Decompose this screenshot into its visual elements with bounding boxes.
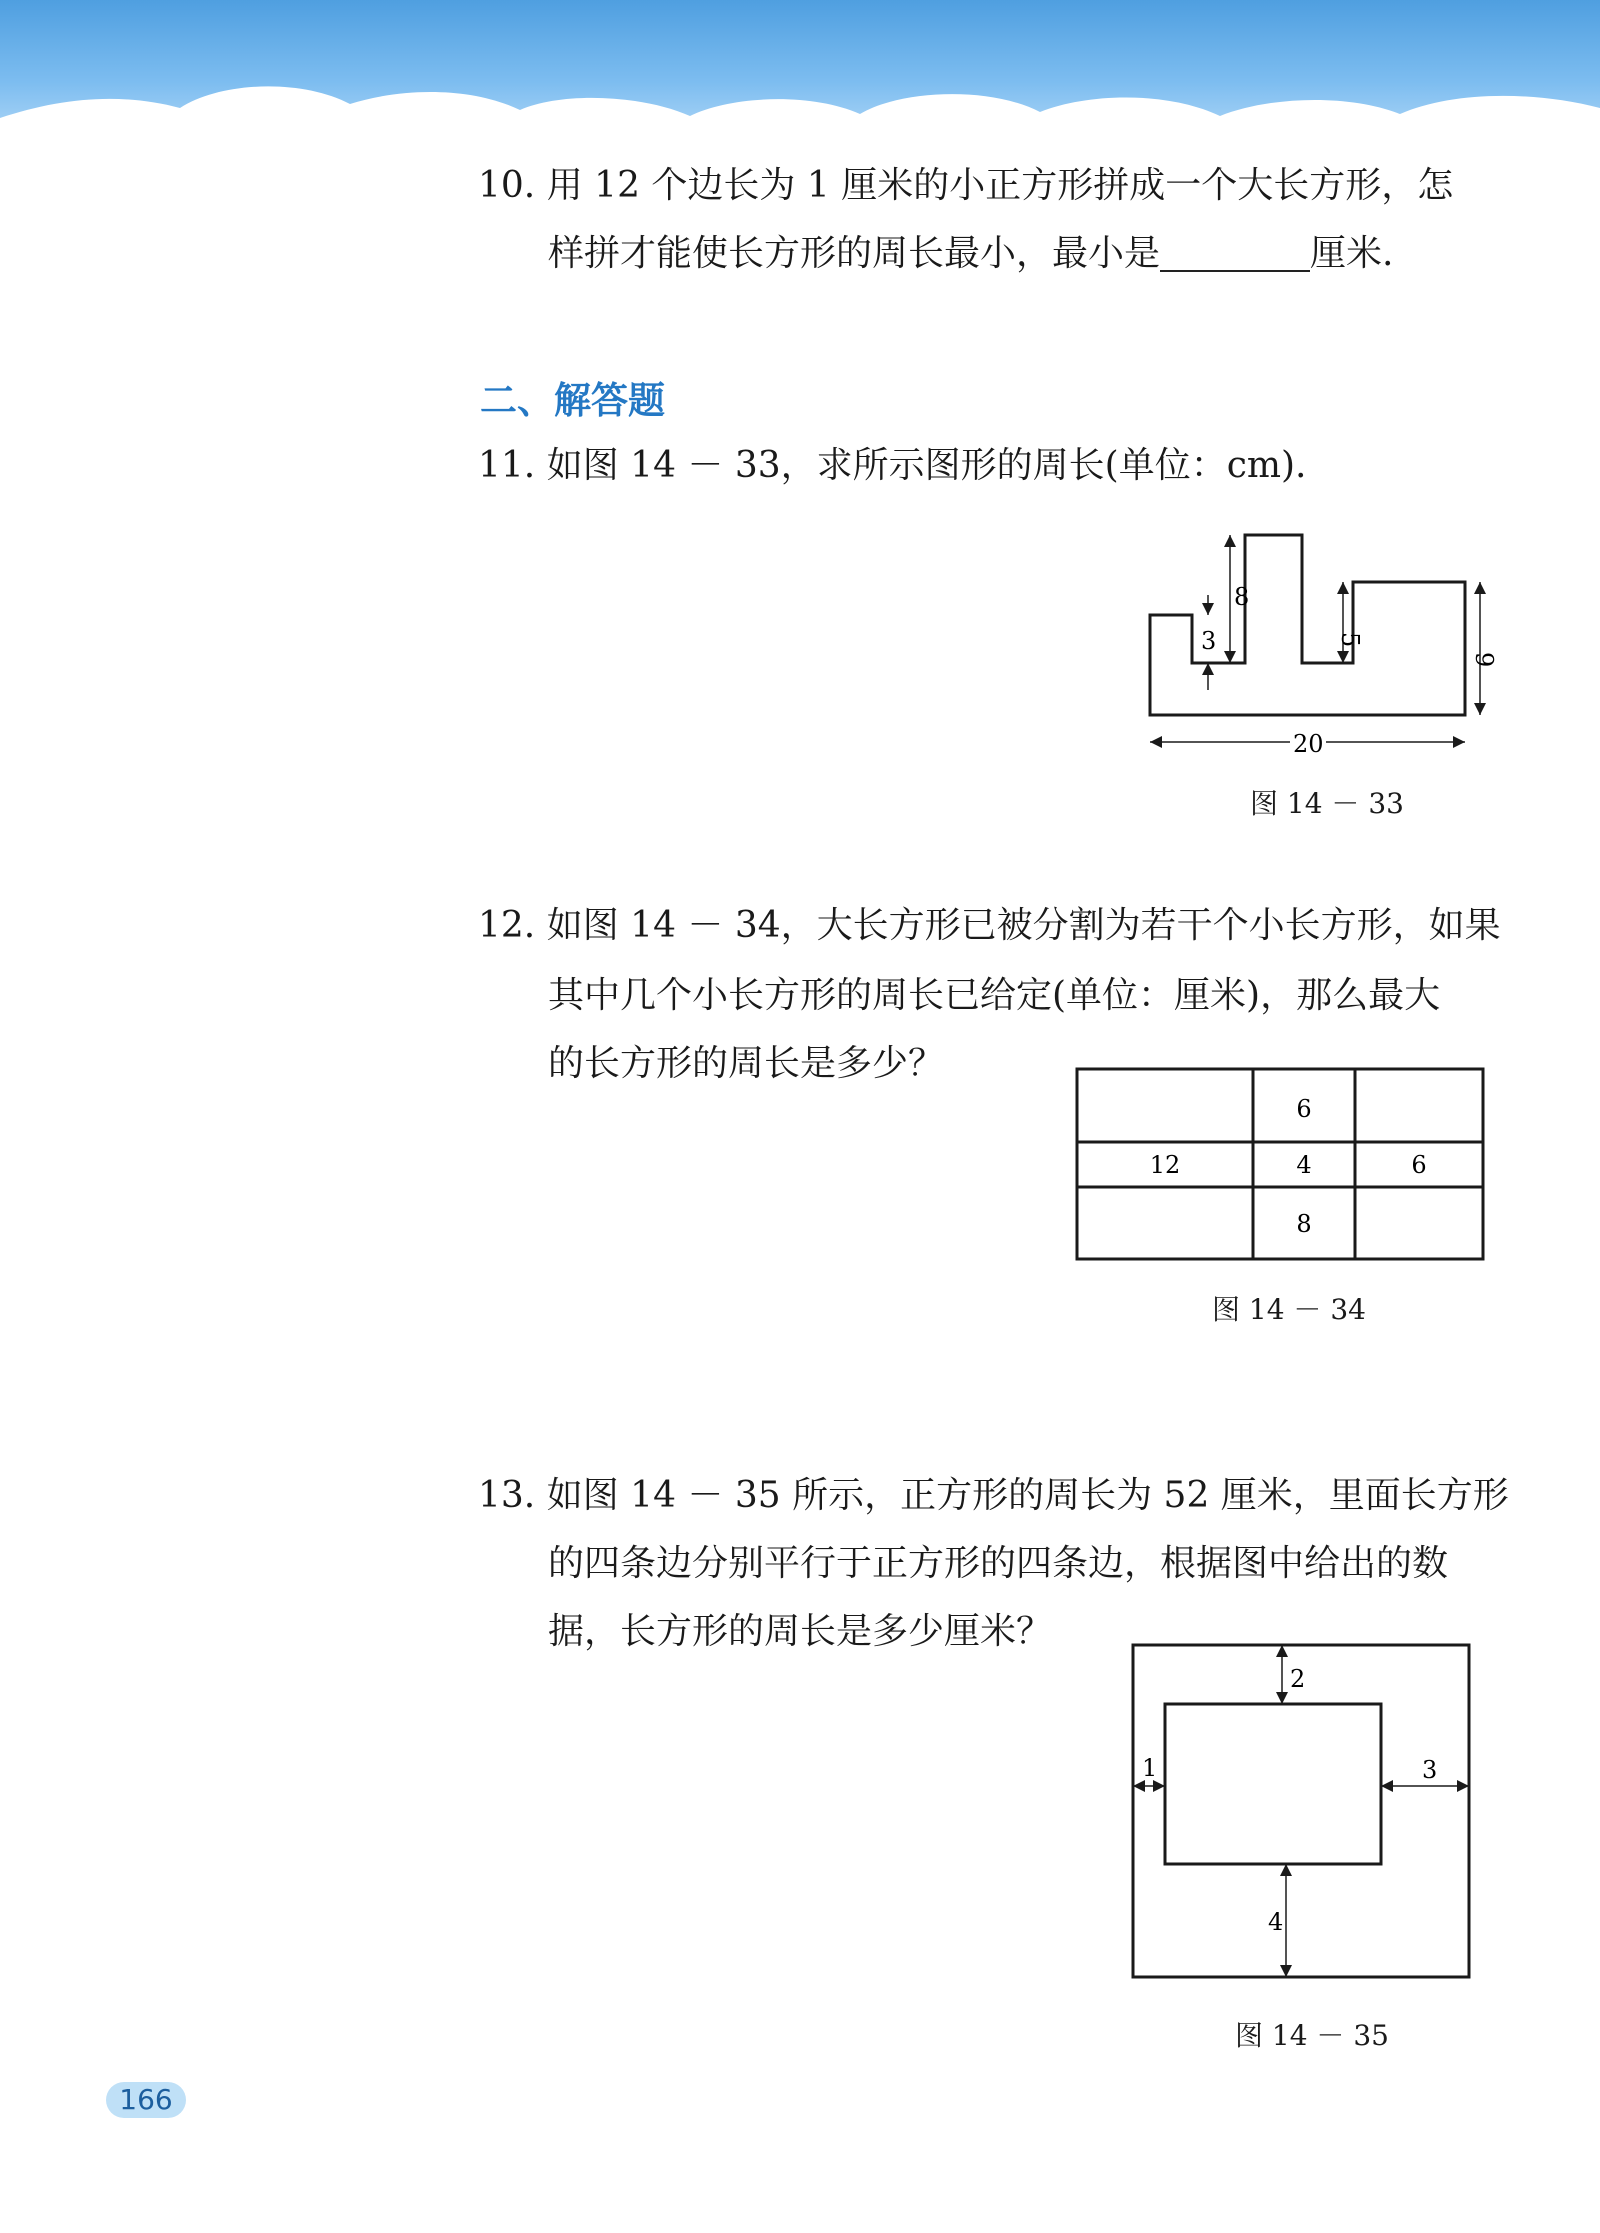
caption-14-34: 图 14 － 34 xyxy=(1212,1293,1366,1326)
q12-line3: 的长方形的周长是多少？ xyxy=(548,1043,945,1084)
dim-9-label: 9 xyxy=(1470,652,1498,668)
caption-14-33: 图 14 － 33 xyxy=(1250,787,1404,820)
figure-14-33 xyxy=(1130,520,1510,765)
grid-cell: 6 xyxy=(1296,1095,1312,1123)
q13-line2: 的四条边分别平行于正方形的四条边，根据图中给出的数 xyxy=(548,1543,1449,1584)
q13-number: 13. xyxy=(478,1475,536,1516)
grid-cell: 4 xyxy=(1296,1151,1312,1179)
q10-block xyxy=(478,165,1454,206)
q10-line1: 用 12 个边长为 1 厘米的小正方形拼成一个大长方形，怎 xyxy=(546,165,1454,206)
q11-text: 如图 14 － 33，求所示图形的周长(单位：cm). xyxy=(546,445,1307,486)
grid-cell: 6 xyxy=(1411,1151,1427,1179)
header-sky-banner xyxy=(0,0,1600,150)
q13-line1 xyxy=(478,1475,1509,1516)
q12-line1 xyxy=(478,905,1501,946)
grid-cell: 12 xyxy=(1149,1151,1181,1179)
q10-number: 10. xyxy=(478,165,536,206)
staircase-outline xyxy=(1150,535,1465,715)
label-left: 1 xyxy=(1142,1754,1158,1782)
dim-3-label: 3 xyxy=(1201,627,1217,655)
label-top: 2 xyxy=(1290,1665,1306,1693)
q12-line2: 其中几个小长方形的周长已给定(单位：厘米)，那么最大 xyxy=(548,975,1441,1016)
grid-cell: 8 xyxy=(1296,1210,1312,1238)
label-bottom: 4 xyxy=(1268,1908,1284,1936)
q11-number: 11. xyxy=(478,445,536,486)
answer-blank[interactable] xyxy=(1160,240,1310,272)
dim-5-label: 5 xyxy=(1336,632,1364,648)
dim-20-label: 20 xyxy=(1293,730,1324,758)
label-right: 3 xyxy=(1422,1756,1438,1784)
q11-block xyxy=(478,445,1307,486)
caption-14-35: 图 14 － 35 xyxy=(1235,2019,1389,2052)
q12-number: 12. xyxy=(478,905,536,946)
inner-rectangle xyxy=(1165,1704,1381,1864)
figure-14-35 xyxy=(1130,1642,1474,1982)
q12-text-1: 如图 14 － 34，大长方形已被分割为若干个小长方形，如果 xyxy=(546,905,1501,946)
section-title: 二、解答题 xyxy=(480,379,665,422)
q13-text-1: 如图 14 － 35 所示，正方形的周长为 52 厘米，里面长方形 xyxy=(546,1475,1509,1516)
figure-14-34 xyxy=(1075,1067,1487,1263)
cloud-decoration xyxy=(0,0,1600,150)
q13-line3: 据，长方形的周长是多少厘米？ xyxy=(548,1611,1053,1652)
page-number: 166 xyxy=(106,2082,186,2118)
q10-line2-before: 样拼才能使长方形的周长最小，最小是 xyxy=(548,233,1161,274)
q10-line2 xyxy=(548,233,1394,274)
dim-8-label: 8 xyxy=(1234,583,1250,611)
outer-square xyxy=(1133,1645,1469,1977)
q10-line2-after: 厘米. xyxy=(1310,233,1394,274)
